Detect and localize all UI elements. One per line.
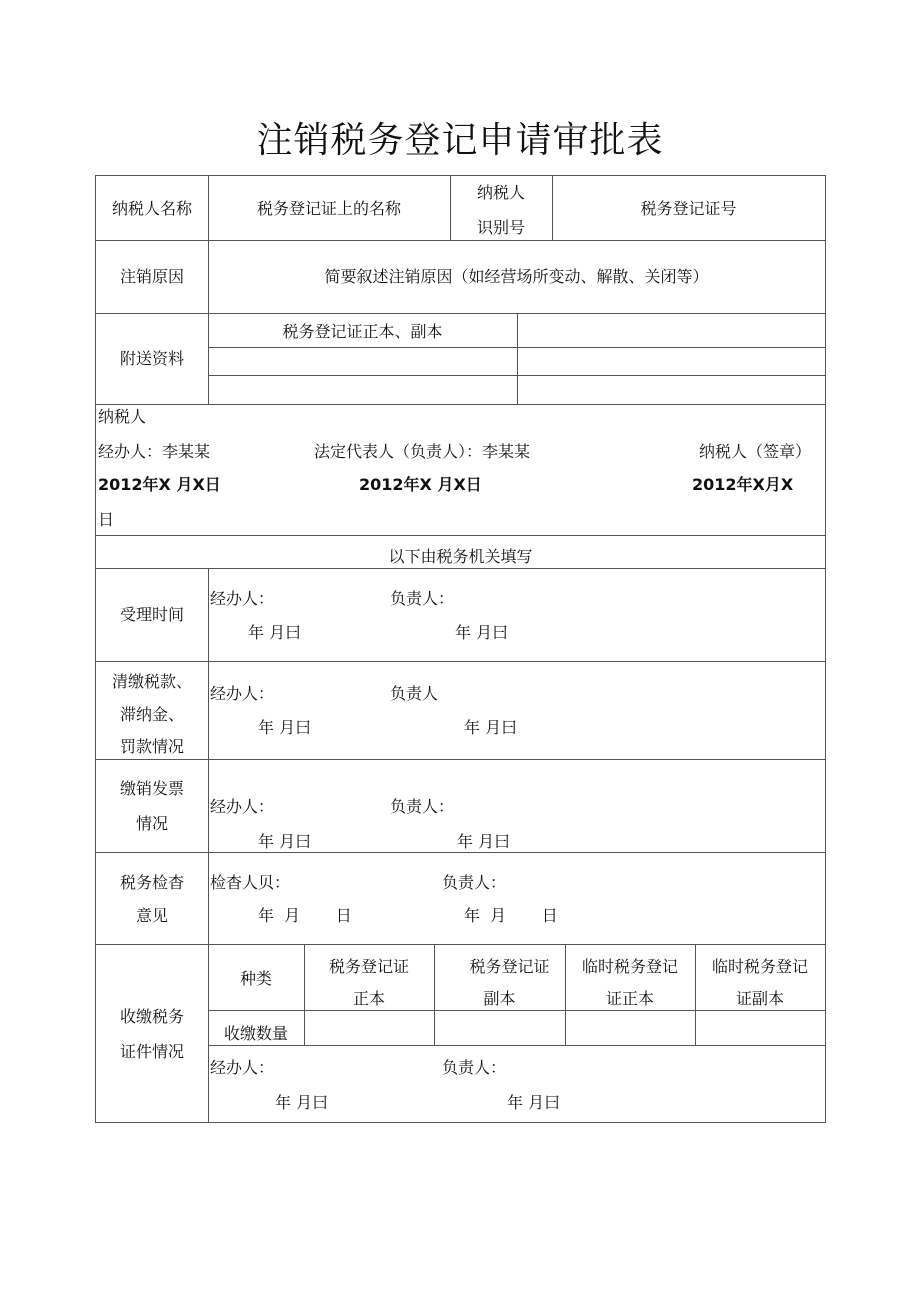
inspector-field: 检杳人贝：: [210, 873, 291, 892]
collection-label: 收缴税务: [119, 1007, 184, 1026]
clearance-label: 罚款情况: [119, 737, 184, 756]
sign-date: 2012年X 月X日: [98, 475, 221, 494]
head-field: 负责人：: [442, 873, 507, 892]
row-divider: [96, 535, 825, 536]
date-field: 年 月曰: [507, 1093, 561, 1112]
legal-rep-name: 法定代表人（负责人）：李某某: [314, 442, 531, 461]
cert-type-header: 证副本: [735, 989, 784, 1008]
inspection-label: 意见: [135, 906, 168, 925]
date-field: 年 月曰: [275, 1093, 329, 1112]
date-field: 年 月曰: [258, 832, 312, 851]
row-divider: [96, 944, 825, 945]
row-divider: [208, 1045, 825, 1046]
head-field: 负责人：: [390, 589, 455, 608]
row-divider: [96, 759, 825, 760]
taxpayer-id-label: 识别号: [476, 218, 525, 237]
head-field: 负责人: [390, 684, 439, 703]
taxpayer-sign-label: 纳税人: [98, 407, 147, 426]
date-field: 年 月曰: [457, 832, 511, 851]
invoice-label: 缴销发票: [119, 779, 184, 798]
cert-type-header: 临时税务登记: [581, 957, 678, 976]
handler-field: 经办人：: [210, 797, 275, 816]
attachments-label: 附送资料: [119, 349, 184, 368]
cert-type-header: 正本: [352, 989, 385, 1008]
cert-type-header: 副本: [483, 989, 516, 1008]
taxpayer-seal: 纳税人（签章）: [699, 442, 812, 461]
inspection-label: 税务检杳: [119, 873, 184, 892]
date-field: 年 月 日: [464, 906, 558, 925]
head-field: 负责人：: [390, 797, 455, 816]
row-divider: [96, 661, 825, 662]
col-divider: [517, 313, 518, 404]
taxpayer-name-value: 税务登记证上的名称: [256, 199, 401, 218]
row-divider: [96, 240, 825, 241]
cert-type-header: 税务登记证: [469, 957, 550, 976]
section-header: 以下由税务机关填写: [388, 547, 533, 566]
clearance-label: 滞纳金、: [119, 705, 184, 724]
taxpayer-id-label: 纳税人: [476, 183, 525, 202]
handler-field: 经办人：: [210, 589, 275, 608]
approval-form-table: [95, 175, 826, 1123]
sign-date: 2012年X 月X日: [359, 475, 482, 494]
form-title: 注销税务登记申请审批表: [256, 120, 664, 161]
quantity-label: 收缴数量: [223, 1024, 288, 1043]
sign-date-day: 日: [98, 510, 115, 529]
collection-label: 证件情况: [119, 1042, 184, 1061]
taxpayer-name-label: 纳税人名称: [111, 199, 192, 218]
row-divider: [96, 313, 825, 314]
date-field: 年 月 日: [258, 906, 352, 925]
head-field: 负责人：: [442, 1058, 507, 1077]
invoice-label: 情况: [135, 814, 168, 833]
handler-field: 经办人：: [210, 1058, 275, 1077]
date-field: 年 月曰: [455, 623, 509, 642]
row-divider: [96, 404, 825, 405]
cert-type-header: 证正本: [605, 989, 654, 1008]
row-divider: [96, 568, 825, 569]
reason-label: 注销原因: [119, 267, 184, 286]
handler-name: 经办人：李某某: [98, 442, 211, 461]
clearance-label: 清缴税款、: [111, 672, 192, 691]
attachment-item: 税务登记证正本、副本: [282, 322, 443, 341]
kind-label: 种类: [239, 969, 272, 988]
cert-type-header: 临时税务登记: [711, 957, 808, 976]
date-field: 年 月曰: [258, 718, 312, 737]
row-divider: [208, 1010, 825, 1011]
taxpayer-id-value: 税务登记证号: [640, 199, 737, 218]
sign-date: 2012年X月X: [692, 475, 794, 494]
cert-type-header: 税务登记证: [328, 957, 409, 976]
handler-field: 经办人：: [210, 684, 275, 703]
date-field: 年 月曰: [248, 623, 302, 642]
accept-time-label: 受理时间: [119, 605, 184, 624]
reason-value: 简要叙述注销原因（如经营场所变动、解散、关闭等）: [324, 267, 709, 286]
date-field: 年 月曰: [464, 718, 518, 737]
